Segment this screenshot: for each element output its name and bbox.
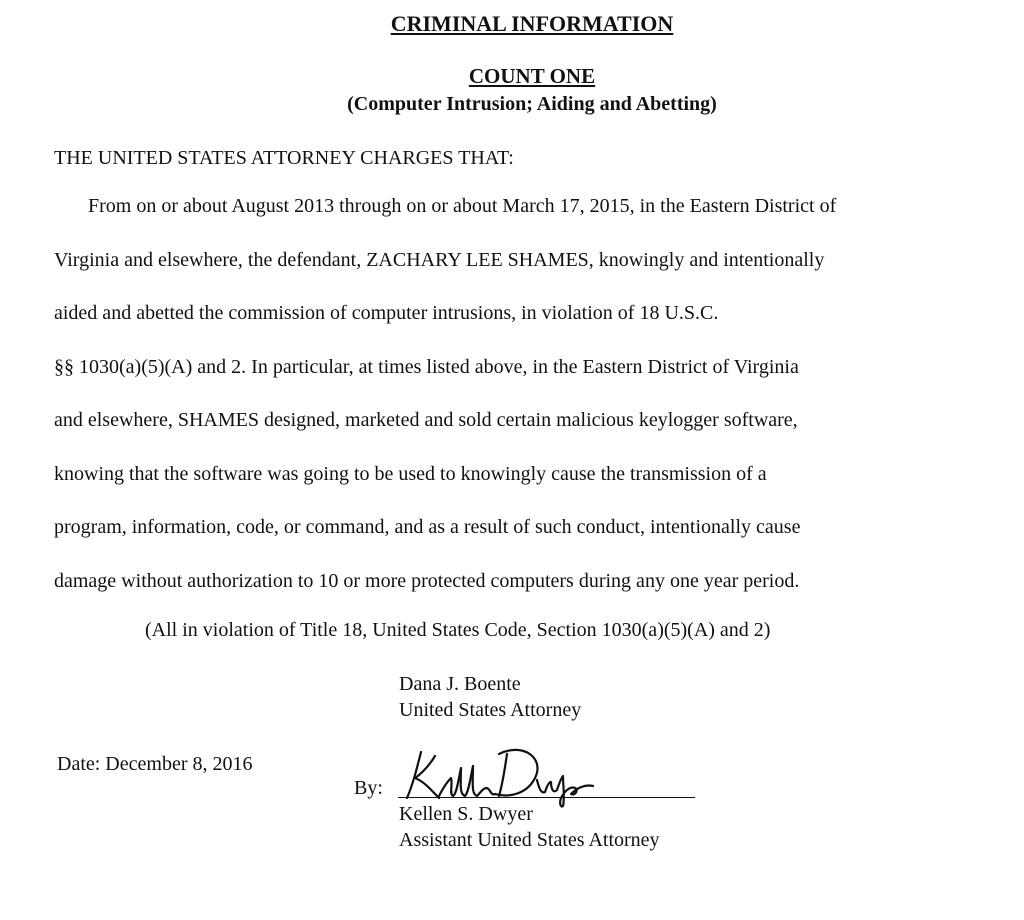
paragraph-line: §§ 1030(a)(5)(A) and 2. In particular, at times listed above, in the Eastern District of Virginia: [54, 355, 799, 378]
paragraph-line: knowing that the software was going to be used to knowingly cause the transmission of a: [54, 462, 767, 485]
paragraph-line: From on or about August 2013 through on or about March 17, 2015, in the Eastern District of: [88, 195, 837, 217]
handwritten-signature: [395, 738, 615, 810]
document-title: CRIMINAL INFORMATION: [390, 11, 674, 36]
charges-line: THE UNITED STATES ATTORNEY CHARGES THAT:: [54, 147, 514, 169]
signature-line: [398, 797, 695, 798]
count-subheading: (Computer Intrusion; Aiding and Abetting): [347, 93, 717, 115]
paragraph-line: and elsewhere, SHAMES designed, marketed and sold certain malicious keylogger software,: [54, 409, 798, 431]
date-line: Date: December 8, 2016: [57, 753, 253, 775]
by-label: By:: [354, 777, 383, 799]
paragraph-line: aided and abetted the commission of computer intrusions, in violation of 18 U.S.C.: [54, 302, 719, 324]
charge-paragraph: [54, 180, 954, 608]
attorney-title: United States Attorney: [399, 699, 582, 721]
paragraph-line: damage without authorization to 10 or more protected computers during any one year period.: [54, 569, 800, 592]
count-heading: COUNT ONE: [468, 64, 596, 88]
paragraph-line: program, information, code, or command, and as a result of such conduct, intentionally cause: [54, 516, 801, 538]
paragraph-line: Virginia and elsewhere, the defendant, ZACHARY LEE SHAMES, knowingly and intentionally: [54, 248, 825, 271]
attorney-name: Dana J. Boente: [399, 673, 521, 695]
signer-title: Assistant United States Attorney: [399, 829, 660, 851]
signer-name: Kellen S. Dwyer: [399, 803, 533, 825]
violation-line: (All in violation of Title 18, United States Code, Section 1030(a)(5)(A) and 2): [145, 619, 771, 641]
